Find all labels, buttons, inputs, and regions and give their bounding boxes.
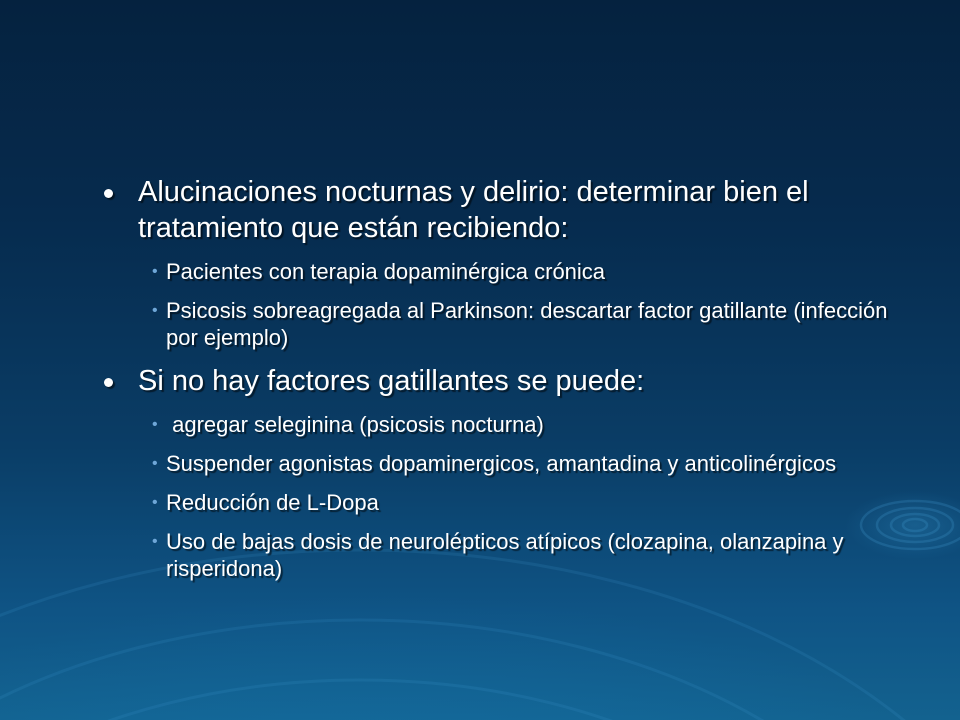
sub-bullet-neurolepticos [104, 528, 904, 582]
sub-bullet-text: Suspender agonistas dopaminergicos, amantadina y anticolinérgicos [166, 451, 837, 476]
small-dot-bullet-icon: • [152, 494, 158, 511]
small-dot-bullet-icon: • [152, 416, 158, 433]
bullet-text: Alucinaciones nocturnas y delirio: determinar bien el tratamiento que están recibiendo: [138, 176, 809, 244]
filled-circle-bullet-icon [104, 378, 113, 387]
sub-bullet-suspender [104, 450, 904, 477]
sub-bullet-text: Uso de bajas dosis de neurolépticos atípicos (clozapina, olanzapina y risperidona) [166, 529, 844, 581]
bullet-text: Si no hay factores gatillantes se puede: [138, 365, 645, 397]
small-dot-bullet-icon: • [152, 533, 158, 550]
sub-bullet-text: Psicosis sobreagregada al Parkinson: descartar factor gatillante (infección por ejemplo) [166, 298, 888, 350]
sub-bullet-reduccion [104, 489, 904, 516]
filled-circle-bullet-icon [104, 189, 113, 198]
sub-bullet-text: Pacientes con terapia dopaminérgica crónica [166, 259, 606, 284]
small-dot-bullet-icon: • [152, 455, 158, 472]
small-dot-bullet-icon: • [152, 302, 158, 319]
bullet-alucinaciones [104, 174, 904, 246]
small-dot-bullet-icon: • [152, 263, 158, 280]
sub-bullet-seleginina [104, 411, 904, 438]
sub-bullet-text: Reducción de L-Dopa [166, 490, 379, 515]
sub-bullet-terapia [104, 258, 904, 285]
sub-bullet-text: agregar seleginina (psicosis nocturna) [166, 412, 544, 437]
slide-content [104, 174, 904, 594]
bullet-factores-gatillantes [104, 363, 904, 399]
sub-bullet-psicosis [104, 297, 904, 351]
